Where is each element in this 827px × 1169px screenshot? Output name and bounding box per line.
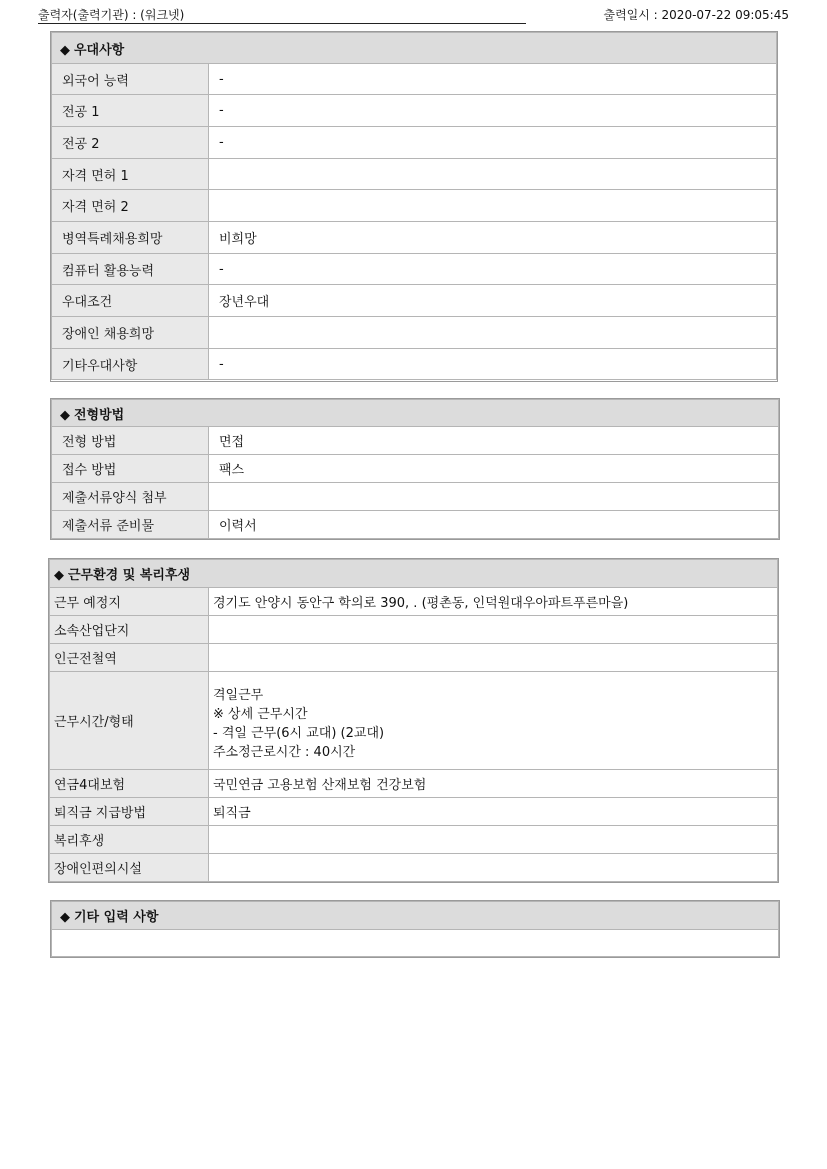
row-value: - bbox=[209, 349, 777, 380]
other-value bbox=[52, 930, 779, 957]
row-value bbox=[209, 854, 778, 882]
row-label: 기타우대사항 bbox=[52, 349, 209, 380]
printer-info: 출력자(출력기관) : (워크넷) bbox=[38, 8, 185, 22]
table-row bbox=[50, 672, 778, 770]
row-label: 제출서류양식 첨부 bbox=[52, 483, 209, 511]
row-value: 팩스 bbox=[209, 455, 779, 483]
print-timestamp: 출력일시 : 2020-07-22 09:05:45 bbox=[603, 8, 789, 22]
table-row bbox=[52, 127, 777, 159]
row-label: 병역특례채용희망 bbox=[52, 222, 209, 254]
row-label: 전공 1 bbox=[52, 95, 209, 127]
work-hours-value bbox=[209, 672, 778, 770]
work-hours-line: - 격일 근무(6시 교대) (2교대) bbox=[213, 726, 385, 741]
other-section bbox=[50, 900, 780, 958]
table-row bbox=[52, 159, 777, 190]
row-value bbox=[209, 190, 777, 222]
table-row bbox=[50, 826, 778, 854]
row-value: - bbox=[209, 64, 777, 95]
row-label: 외국어 능력 bbox=[52, 64, 209, 95]
row-label: 근무시간/형태 bbox=[50, 672, 209, 770]
table-row bbox=[52, 190, 777, 222]
table-row bbox=[52, 285, 777, 317]
row-label: 근무 예정지 bbox=[50, 588, 209, 616]
table-row bbox=[50, 798, 778, 826]
row-value: 경기도 안양시 동안구 학의로 390, . (평촌동, 인덕원대우아파트푸른마을) bbox=[209, 588, 778, 616]
table-row bbox=[52, 455, 779, 483]
row-label: 컴퓨터 활용능력 bbox=[52, 254, 209, 285]
table-row bbox=[52, 483, 779, 511]
row-label: 장애인편의시설 bbox=[50, 854, 209, 882]
row-label: 우대조건 bbox=[52, 285, 209, 317]
work-hours-line: 주소정근로시간 : 40시간 bbox=[213, 745, 356, 760]
row-label: 자격 면허 2 bbox=[52, 190, 209, 222]
table-row bbox=[52, 222, 777, 254]
row-value bbox=[209, 159, 777, 190]
row-value: 이력서 bbox=[209, 511, 779, 539]
work-hours-line: 격일근무 bbox=[213, 688, 264, 703]
row-value bbox=[209, 483, 779, 511]
row-label: 전형 방법 bbox=[52, 427, 209, 455]
table-row bbox=[52, 930, 779, 957]
row-value: 면접 bbox=[209, 427, 779, 455]
row-value bbox=[209, 826, 778, 854]
table-row bbox=[50, 616, 778, 644]
section-title: ◆ 전형방법 bbox=[52, 400, 779, 427]
diamond-icon: ◆ bbox=[54, 568, 64, 583]
row-value: 장년우대 bbox=[209, 285, 777, 317]
row-label: 장애인 채용희망 bbox=[52, 317, 209, 349]
row-label: 복리후생 bbox=[50, 826, 209, 854]
row-label: 퇴직금 지급방법 bbox=[50, 798, 209, 826]
header-rule bbox=[38, 23, 526, 24]
table-row bbox=[52, 427, 779, 455]
work-hours-line: ※ 상세 근무시간 bbox=[213, 707, 308, 722]
diamond-icon: ◆ bbox=[60, 407, 70, 423]
diamond-icon: ◆ bbox=[60, 910, 70, 925]
table-row bbox=[50, 644, 778, 672]
section-title: ◆ 근무환경 및 복리후생 bbox=[50, 560, 778, 588]
row-value: 비희망 bbox=[209, 222, 777, 254]
section-title: ◆ 기타 입력 사항 bbox=[52, 902, 779, 930]
table-row bbox=[52, 64, 777, 95]
row-label: 인근전철역 bbox=[50, 644, 209, 672]
row-value: - bbox=[209, 254, 777, 285]
table-row bbox=[50, 588, 778, 616]
preference-section bbox=[50, 31, 778, 382]
row-label: 접수 방법 bbox=[52, 455, 209, 483]
row-value: - bbox=[209, 95, 777, 127]
table-row bbox=[52, 349, 777, 380]
row-value bbox=[209, 644, 778, 672]
table-row bbox=[52, 317, 777, 349]
row-value bbox=[209, 317, 777, 349]
print-header bbox=[38, 6, 789, 24]
row-label: 제출서류 준비물 bbox=[52, 511, 209, 539]
row-value: 퇴직금 bbox=[209, 798, 778, 826]
row-value bbox=[209, 616, 778, 644]
diamond-icon: ◆ bbox=[60, 42, 70, 58]
row-label: 자격 면허 1 bbox=[52, 159, 209, 190]
environment-section bbox=[48, 558, 779, 883]
row-label: 전공 2 bbox=[52, 127, 209, 159]
selection-section bbox=[50, 398, 780, 540]
row-label: 연금4대보험 bbox=[50, 770, 209, 798]
row-label: 소속산업단지 bbox=[50, 616, 209, 644]
section-title: ◆ 우대사항 bbox=[52, 33, 777, 64]
table-row bbox=[52, 95, 777, 127]
table-row bbox=[50, 854, 778, 882]
table-row bbox=[52, 254, 777, 285]
row-value: - bbox=[209, 127, 777, 159]
table-row bbox=[50, 770, 778, 798]
table-row bbox=[52, 511, 779, 539]
row-value: 국민연금 고용보험 산재보험 건강보험 bbox=[209, 770, 778, 798]
